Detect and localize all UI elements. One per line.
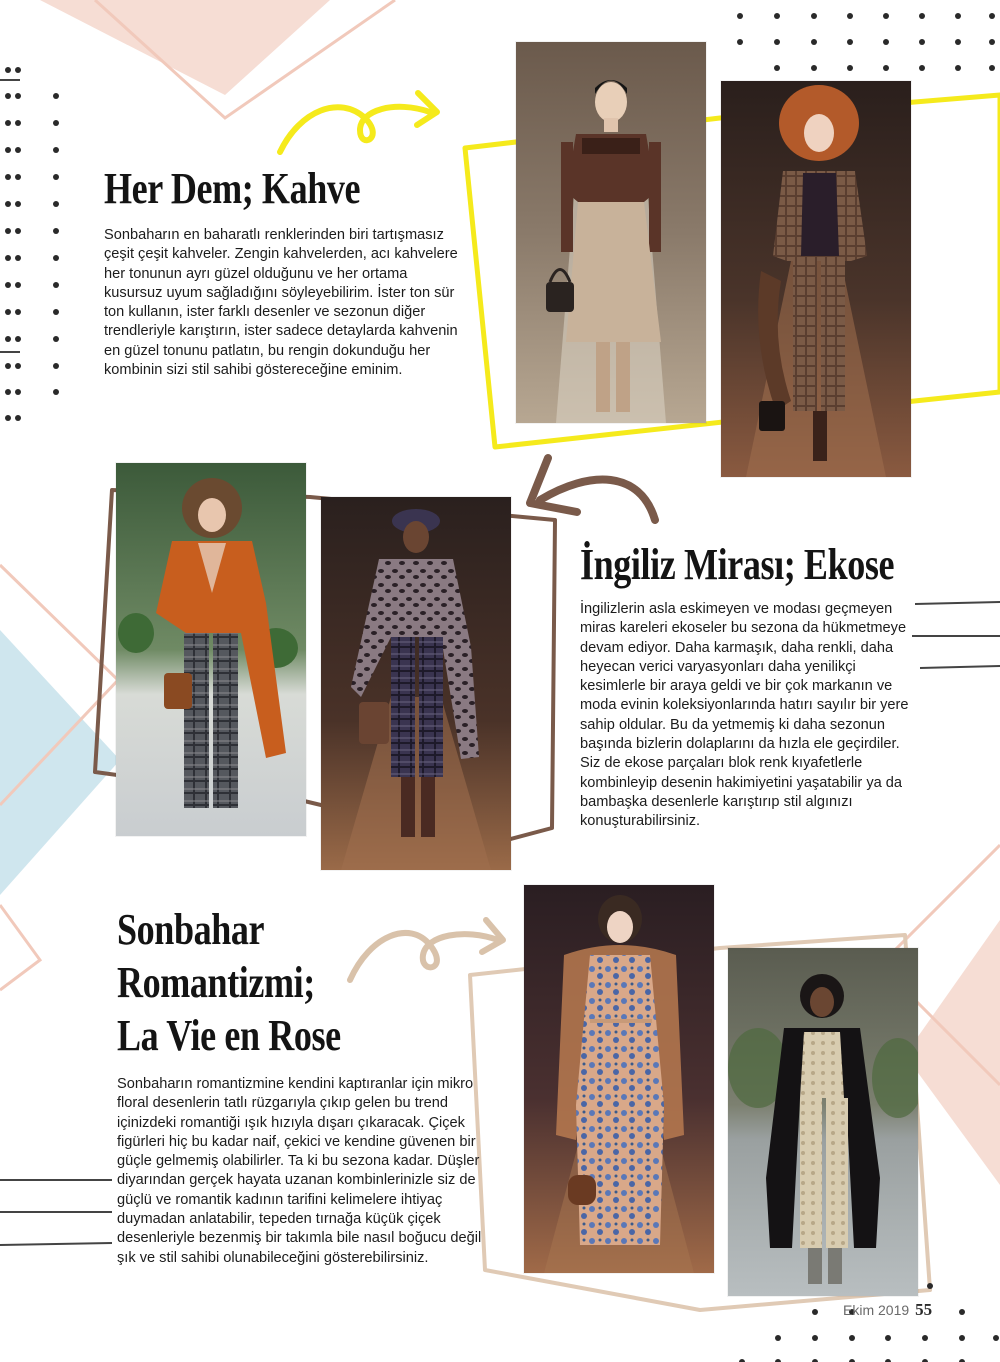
section-body-romantizm: Sonbaharın romantizmine kendini kaptıranlar için mikro floral desenlerin tatlı rüzgarıyla çıkıp gelen bu trend içinizdeki romantiği ışık hızıyla dışarı çıkaracak. Çiçek figürleri hiç bu kadar naif, çekici ve kendine güvenen bir güçle gelmemiş olabilirler. Ta ki bu sezona kadar. Düşler diyarından gerçek hayata uzanan kombinlerinizle siz de güçlü ve romantik kadının tarifini kelimelere ihtiyaç duymadan anlatabilir, tepeden tırnağa küçük çiçek desenleriyle bezenmiş bir takımla bile nasıl boğucu değil şık ve stil sahibi olunabileceğini gösterebilirsiniz. xyxy=(117,1076,482,1266)
yellow-squiggle-arrow xyxy=(280,107,430,152)
dot-grid-top-right xyxy=(737,13,995,71)
section-heading-ekose: İngiliz Mirası; Ekose xyxy=(580,540,895,589)
page-number: 55 xyxy=(915,1300,933,1319)
section-heading-romantizm xyxy=(117,903,341,1062)
runway-photo-leopard-plaid xyxy=(321,497,511,870)
gray-line xyxy=(920,666,1000,668)
dot-grid-left xyxy=(5,67,59,421)
heading-line-1: Sonbahar xyxy=(117,905,265,954)
pink-chevron-line xyxy=(0,905,40,990)
section-body-kahve: Sonbaharın en baharatlı renklerinden biri tartışmasız çeşit çeşit kahveler. Zengin kahvelerden, acı kahvelere her tonunun ayrı güzel olduğunu ve her ortama kusursuz uyum sağladığını söyleyebilirim. İster ton sür ton kullanın, ister farklı desenler ve sezonun diğer trendleriyle karıştırın, ister sadece detaylarda kahvenin en güzel tonunu patlatın, bu rengin dokunduğu her kombinin sizi stil sahibi göstereceğine eminim. xyxy=(104,227,458,379)
runway-photo-floral-dress xyxy=(524,885,714,1273)
section-body-ekose: İngilizlerin asla eskimeyen ve modası geçmeyen miras kareleri ekoseler bu sezona da hükmetmeye devam ediyor. Daha karmaşık, daha renkli, daha heyecan verici varyasyonları daha yenilikçi kesimlerle bir araya geldi ve bir çok markanın ve moda evinin koleksiyonlarında hatırı sayılır bir yere sahip oldular. Bu da yetmemiş ki daha sezonun başında bizlerin dolaplarını da hızla ele geçirdiler. Siz de ekose parçaları blok renk kıyafetlerle kombinleyip desenin hakimiyetini yaşatabilir ya da bambaşka desenlerle karıştırıp stil algınızı konuşturabilirsiniz. xyxy=(580,601,909,830)
gray-line xyxy=(0,1243,112,1245)
heading-line-3: La Vie en Rose xyxy=(117,1011,341,1060)
section-heading-kahve: Her Dem; Kahve xyxy=(104,164,361,213)
runway-photo-plaid-suit xyxy=(721,81,911,477)
runway-photo-orange-coat xyxy=(116,463,306,836)
page-footer xyxy=(843,1300,932,1320)
gray-line xyxy=(915,602,1000,604)
brown-curved-arrow xyxy=(540,480,655,520)
heading-line-2: Romantizmi; xyxy=(117,958,315,1007)
runway-photo-leather-coat xyxy=(728,948,918,1296)
runway-photo-brown-look xyxy=(516,42,706,423)
issue-date: Ekim 2019 xyxy=(843,1302,910,1318)
